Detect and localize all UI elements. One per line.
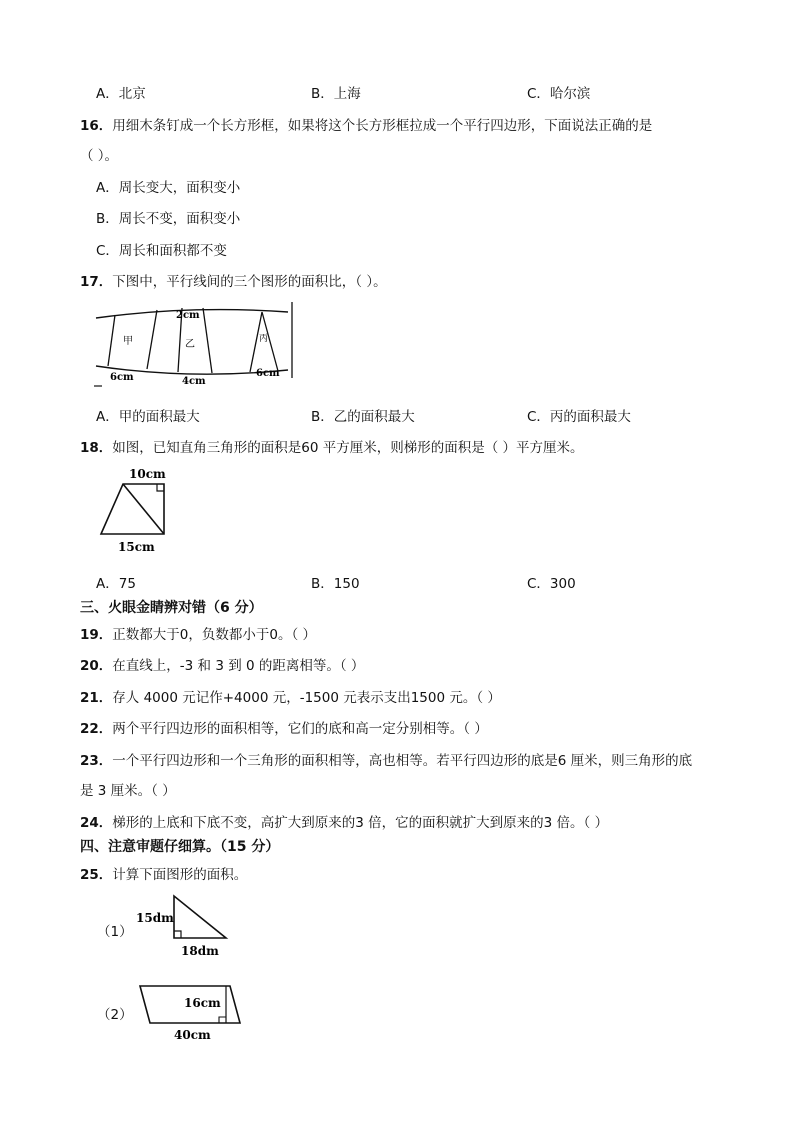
question-16	[80, 114, 652, 134]
question-text: 存人 4000 元记作+4000 元，-1500 元表示支出1500 元。（ ）	[112, 690, 501, 706]
section-heading: 四、注意审题仔细算。（15 分）	[80, 839, 280, 855]
option-b[interactable]: B．周长不变，面积变小	[96, 211, 241, 227]
option-a[interactable]: A．甲的面积最大	[96, 409, 200, 425]
option-b[interactable]: B．上海	[311, 86, 361, 102]
figure-label-1: （1）	[97, 924, 133, 940]
question-22	[80, 717, 488, 737]
question-text-continued: 是 3 厘米。（ ）	[80, 783, 176, 799]
label-base: 18dm	[181, 944, 219, 958]
label-jia: 甲	[123, 336, 133, 347]
question-text: 在直线上，-3 和 3 到 0 的距离相等。（ ）	[112, 658, 365, 674]
option-c[interactable]: C．丙的面积最大	[527, 409, 631, 425]
option-a[interactable]: A．周长变大，面积变小	[96, 180, 241, 196]
question-20	[80, 654, 364, 674]
label-top: 10cm	[129, 467, 166, 481]
question-stem-continued: （ ）。	[80, 148, 119, 164]
label-bottom: 15cm	[118, 540, 155, 554]
question-25	[80, 863, 247, 883]
label-right-bottom: 6cm	[256, 368, 280, 379]
parallel-lines-figure	[90, 300, 300, 392]
label-mid-bottom: 4cm	[182, 376, 206, 387]
question-number: 20．	[80, 658, 113, 674]
label-side: 15dm	[136, 911, 174, 925]
question-text: 梯形的上底和下底不变，高扩大到原来的3 倍，它的面积就扩大到原来的3 倍。（ ）	[112, 815, 609, 831]
trapezoid-figure	[96, 462, 176, 558]
question-number: 25．	[80, 867, 113, 883]
question-stem: 如图，已知直角三角形的面积是60 平方厘米，则梯形的面积是（ ）平方厘米。	[112, 440, 584, 456]
figure-label-2: （2）	[97, 1007, 133, 1023]
label-top: 2cm	[176, 310, 200, 321]
label-bing: 丙	[259, 334, 269, 344]
label-height: 16cm	[184, 996, 221, 1010]
option-c[interactable]: C．哈尔滨	[527, 86, 591, 102]
option-c[interactable]: C．周长和面积都不变	[96, 243, 227, 259]
question-stem: 下图中，平行线间的三个图形的面积比，（ ）。	[112, 274, 387, 290]
question-23	[80, 749, 692, 769]
right-triangle-figure	[134, 890, 234, 962]
question-19	[80, 623, 316, 643]
question-17	[80, 270, 387, 290]
question-number: 19．	[80, 627, 113, 643]
question-number: 22．	[80, 721, 113, 737]
question-number: 24．	[80, 815, 113, 831]
question-18	[80, 436, 584, 456]
question-number: 17．	[80, 274, 113, 290]
option-b[interactable]: B．乙的面积最大	[311, 409, 415, 425]
question-text: 两个平行四边形的面积相等，它们的底和高一定分别相等。（ ）	[112, 721, 488, 737]
option-a[interactable]: A．北京	[96, 86, 146, 102]
option-a[interactable]: A．75	[96, 576, 136, 592]
question-number: 16．	[80, 118, 113, 134]
question-text: 一个平行四边形和一个三角形的面积相等，高也相等。若平行四边形的底是6 厘米，则三角形的底	[112, 753, 693, 769]
question-21	[80, 686, 501, 706]
question-24	[80, 811, 608, 831]
label-yi: 乙	[185, 339, 195, 350]
section-heading: 三、火眼金睛辨对错（6 分）	[80, 600, 263, 616]
question-number: 18．	[80, 440, 113, 456]
label-base: 40cm	[174, 1028, 211, 1042]
label-left-bottom: 6cm	[110, 372, 134, 383]
question-number: 21．	[80, 690, 113, 706]
option-c[interactable]: C．300	[527, 576, 576, 592]
question-stem: 计算下面图形的面积。	[112, 867, 248, 883]
question-text: 正数都大于0，负数都小于0。（ ）	[112, 627, 317, 643]
parallelogram-figure	[136, 980, 246, 1046]
question-stem: 用细木条钉成一个长方形框，如果将这个长方形框拉成一个平行四边形，下面说法正确的是	[112, 118, 653, 134]
question-number: 23．	[80, 753, 113, 769]
option-b[interactable]: B．150	[311, 576, 360, 592]
